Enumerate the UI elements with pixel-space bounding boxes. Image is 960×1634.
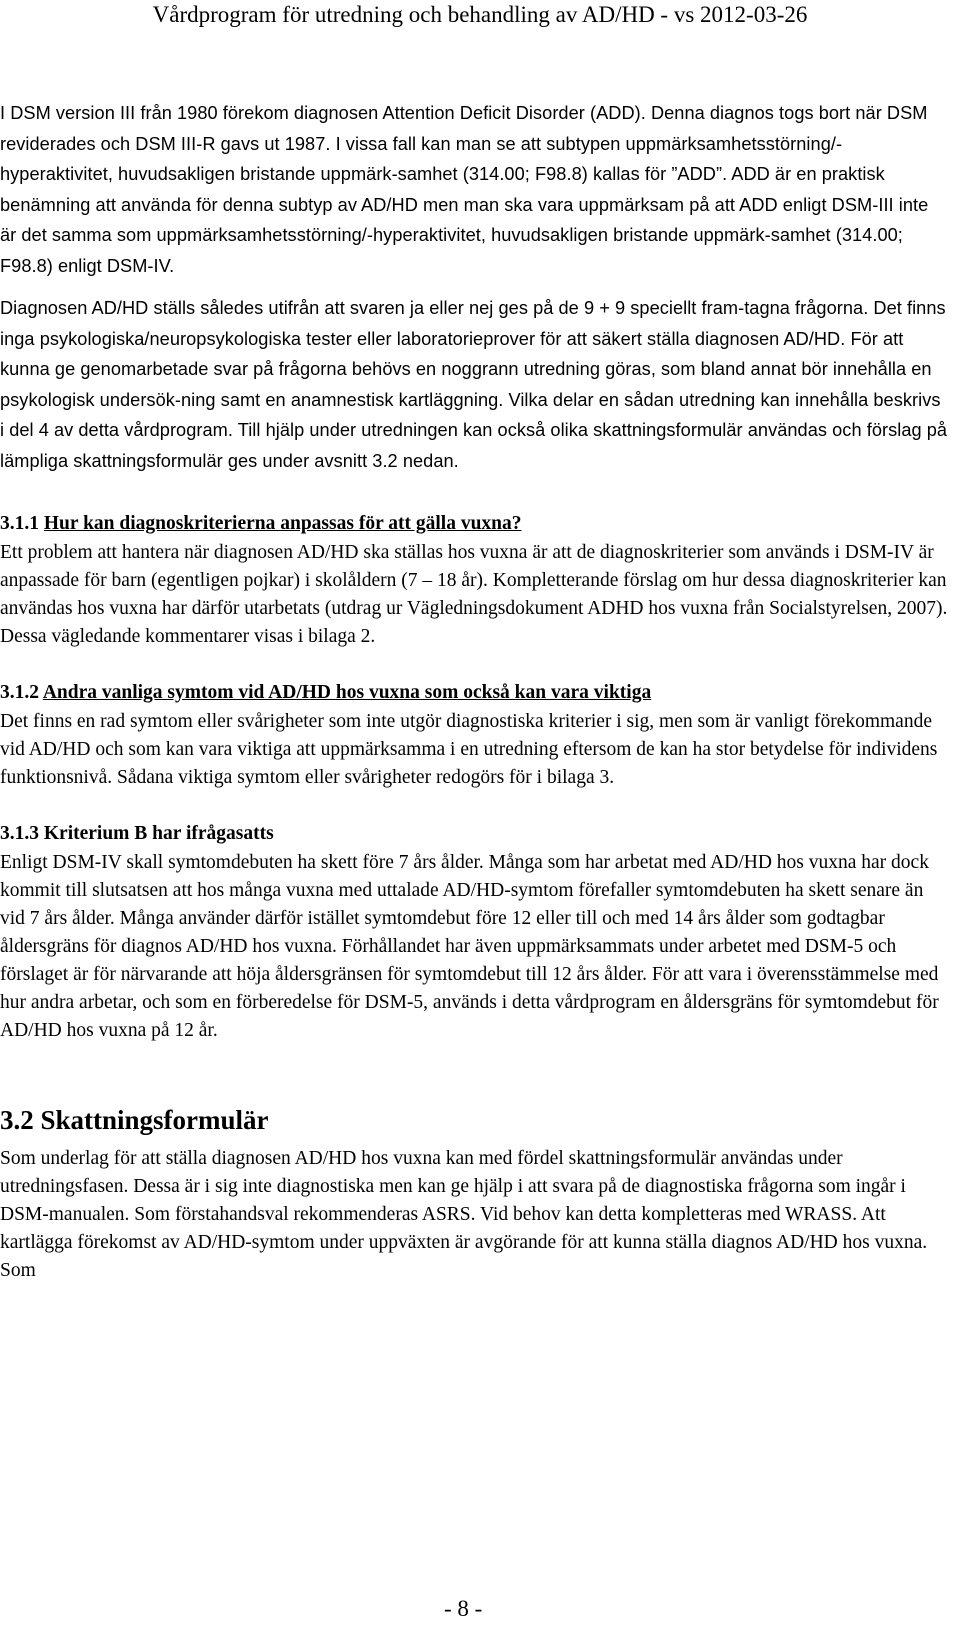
paragraph-rating-forms: Som underlag för att ställa diagnosen AD/HD hos vuxna kan med fördel skattningsformulär användas under utredningsfasen. Dessa är i sig inte diagnostiska men kan ge hjälp i att svara på de diagnostiska frågorna som ingår i DSM-manualen. Som förstahandsval rekommenderas ASRS. Vid behov kan detta kompletteras med WRASS. Att kartlägga förekomst av AD/HD-symtom under uppväxten är avgörande för att kunna ställa diagnos AD/HD hos vuxna. Som: [0, 1148, 928, 1281]
paragraph-other-symptoms: Det finns en rad symtom eller svårigheter som inte utgör diagnostiska kriterier i sig, men som är vanligt förekommande vid AD/HD och som kan vara viktiga att uppmärksamma i en utredning eftersom de kan ha stor betydelse för individens funktionsnivå. Sådana viktiga symtom eller svårigheter redogörs för i bilaga 3.: [0, 711, 938, 788]
heading-3-1-3: 3.1.3 Kriterium B har ifrågasatts: [0, 823, 274, 844]
paragraph-adult-criteria: Ett problem att hantera när diagnosen AD/HD ska ställas hos vuxna är att de diagnoskriterier som används i DSM-IV är anpassade för barn (egentligen pojkar) i skolåldern (7 – 18 år). Kompletterande förslag om hur dessa diagnoskriterier kan användas hos vuxna har därför utarbetats (utdrag ur Vägledningsdokument ADHD hos vuxna från Socialstyrelsen, 2007). Dessa vägledande kommentarer visas i bilaga 2.: [0, 542, 948, 647]
heading-3-1-2: [0, 679, 948, 707]
paragraph-criterion-b: Enligt DSM-IV skall symtomdebuten ha skett före 7 års ålder. Många som har arbetat med AD/HD hos vuxna har dock kommit till slutsatsen att hos många vuxna med uttalade AD/HD-symtom förefaller symtomdebuten ha skett senare än vid 7 års ålder. Många använder därför istället symtomdebut före 12 eller till och med 14 års ålder som godtagbar åldersgräns för diagnos AD/HD hos vuxna. Förhållandet har även uppmärksammats under arbetet med DSM-5 och förslaget är för närvarande att höja åldersgränsen för symtomdebut till 12 års ålder. För att vara i överensstämmelse med hur andra arbetar, och som en förberedelse för DSM-5, används i detta vårdprogram en åldersgräns för symtomdebut för AD/HD hos vuxna på 12 år.: [0, 852, 939, 1041]
heading-3-1-1: [0, 510, 948, 538]
document-body: [0, 98, 948, 1285]
heading-3-1-1-number: 3.1.1: [0, 513, 44, 534]
page-number: - 8 -: [444, 1596, 483, 1621]
heading-3-1-2-title: Andra vanliga symtom vid AD/HD hos vuxna som också kan vara viktiga: [42, 682, 652, 703]
heading-3-1-1-title: Hur kan diagnoskriterierna anpassas för att gälla vuxna?: [43, 513, 522, 534]
heading-3-2: 3.2 Skattningsformulär: [0, 1105, 269, 1135]
running-header: Vårdprogram för utredning och behandling av AD/HD - vs 2012-03-26: [152, 2, 808, 27]
paragraph-dsm-iii-history: I DSM version III från 1980 förekom diagnosen Attention Deficit Disorder (ADD). Denna diagnos togs bort när DSM reviderades och DSM III-R gavs ut 1987. I vissa fall kan man se att subtypen uppmärksamhetsstörning/-hyperaktivitet, huvudsakligen bristande uppmärk-samhet (314.00; F98.8) kallas för ”ADD”. ADD är en praktisk benämning att använda för denna subtyp av AD/HD men man ska vara uppmärksam på att ADD enligt DSM-III inte är det samma som uppmärksamhetsstörning/-hyperaktivitet, huvudsakligen bristande uppmärk-samhet (314.00; F98.8) enligt DSM-IV.: [0, 103, 929, 276]
heading-3-1-2-number: 3.1.2: [0, 682, 43, 703]
paragraph-diagnosis-questions: Diagnosen AD/HD ställs således utifrån att svaren ja eller nej ges på de 9 + 9 speciellt fram-tagna frågorna. Det finns inga psykologiska/neuropsykologiska tester eller laboratorieprover för att säkert ställa diagnosen AD/HD. För att kunna ge genomarbetade svar på frågorna behövs en noggrann utredning göras, som bland annat bör innehålla en psykologisk undersök-ning samt en anamnestisk kartläggning. Vilka delar en sådan utredning kan innehålla beskrivs i del 4 av detta vårdprogram. Till hjälp under utredningen kan också olika skattningsformulär användas och förslag på lämpliga skattningsformulär ges under avsnitt 3.2 nedan.: [0, 298, 948, 471]
